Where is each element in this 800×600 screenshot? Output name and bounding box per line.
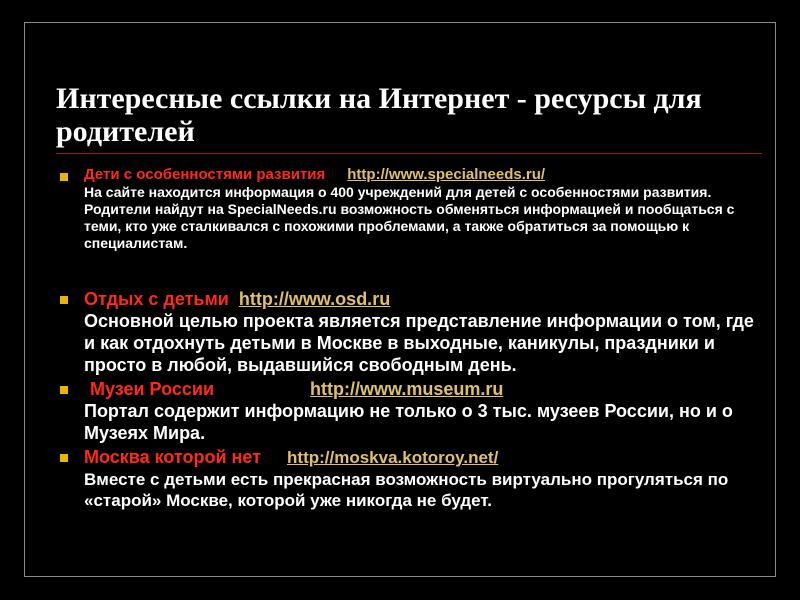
osd-link[interactable]: http://www.osd.ru <box>238 289 391 309</box>
bullet-icon <box>60 296 68 304</box>
slide-title: Интересные ссылки на Интернет - ресурсы для родителей <box>56 82 702 148</box>
list-item-moskva <box>56 446 762 511</box>
item-heading: Отдых с детьми <box>84 289 229 309</box>
specialneeds-link[interactable]: http://www.specialneeds.ru/ <box>347 166 546 183</box>
list-item-museum <box>56 378 762 444</box>
item-description: Вместе с детьми есть прекрасная возможность виртуально прогуляться по «старой» Москве, которой уже никогда не будет. <box>84 470 729 510</box>
bullet-icon <box>60 454 68 462</box>
item-heading: Музеи России <box>90 379 215 399</box>
resource-list <box>56 166 762 511</box>
bullet-icon <box>60 386 68 394</box>
list-item-osd <box>56 288 762 376</box>
list-item-specialneeds <box>56 166 762 252</box>
item-description: Основной целью проекта является представление информации о том, где и как отдохнуть детьми в Москве в выходные, каникулы, праздники и просто в любой, выдавшийся свободным день. <box>84 311 754 375</box>
moskva-link[interactable]: http://moskva.kotoroy.net/ <box>287 448 499 467</box>
item-heading: Москва которой нет <box>84 447 262 467</box>
title-divider <box>56 153 762 154</box>
item-description: На сайте находится информация о 400 учреждений для детей с особенностями развития. Родители найдут на SpecialNeeds.ru возможность обменяться информацией и пообщаться с теми, кто уже сталкивался с похожими проблемами, а также обратиться за помощью к специалистам. <box>84 184 735 251</box>
museum-link[interactable]: http://www.museum.ru <box>310 379 504 399</box>
item-description: Портал содержит информацию не только о 3 тыс. музеев России, но и о Музеях Мира. <box>84 401 733 443</box>
bullet-icon <box>60 173 68 181</box>
item-heading: Дети с особенностями развития <box>84 166 326 183</box>
